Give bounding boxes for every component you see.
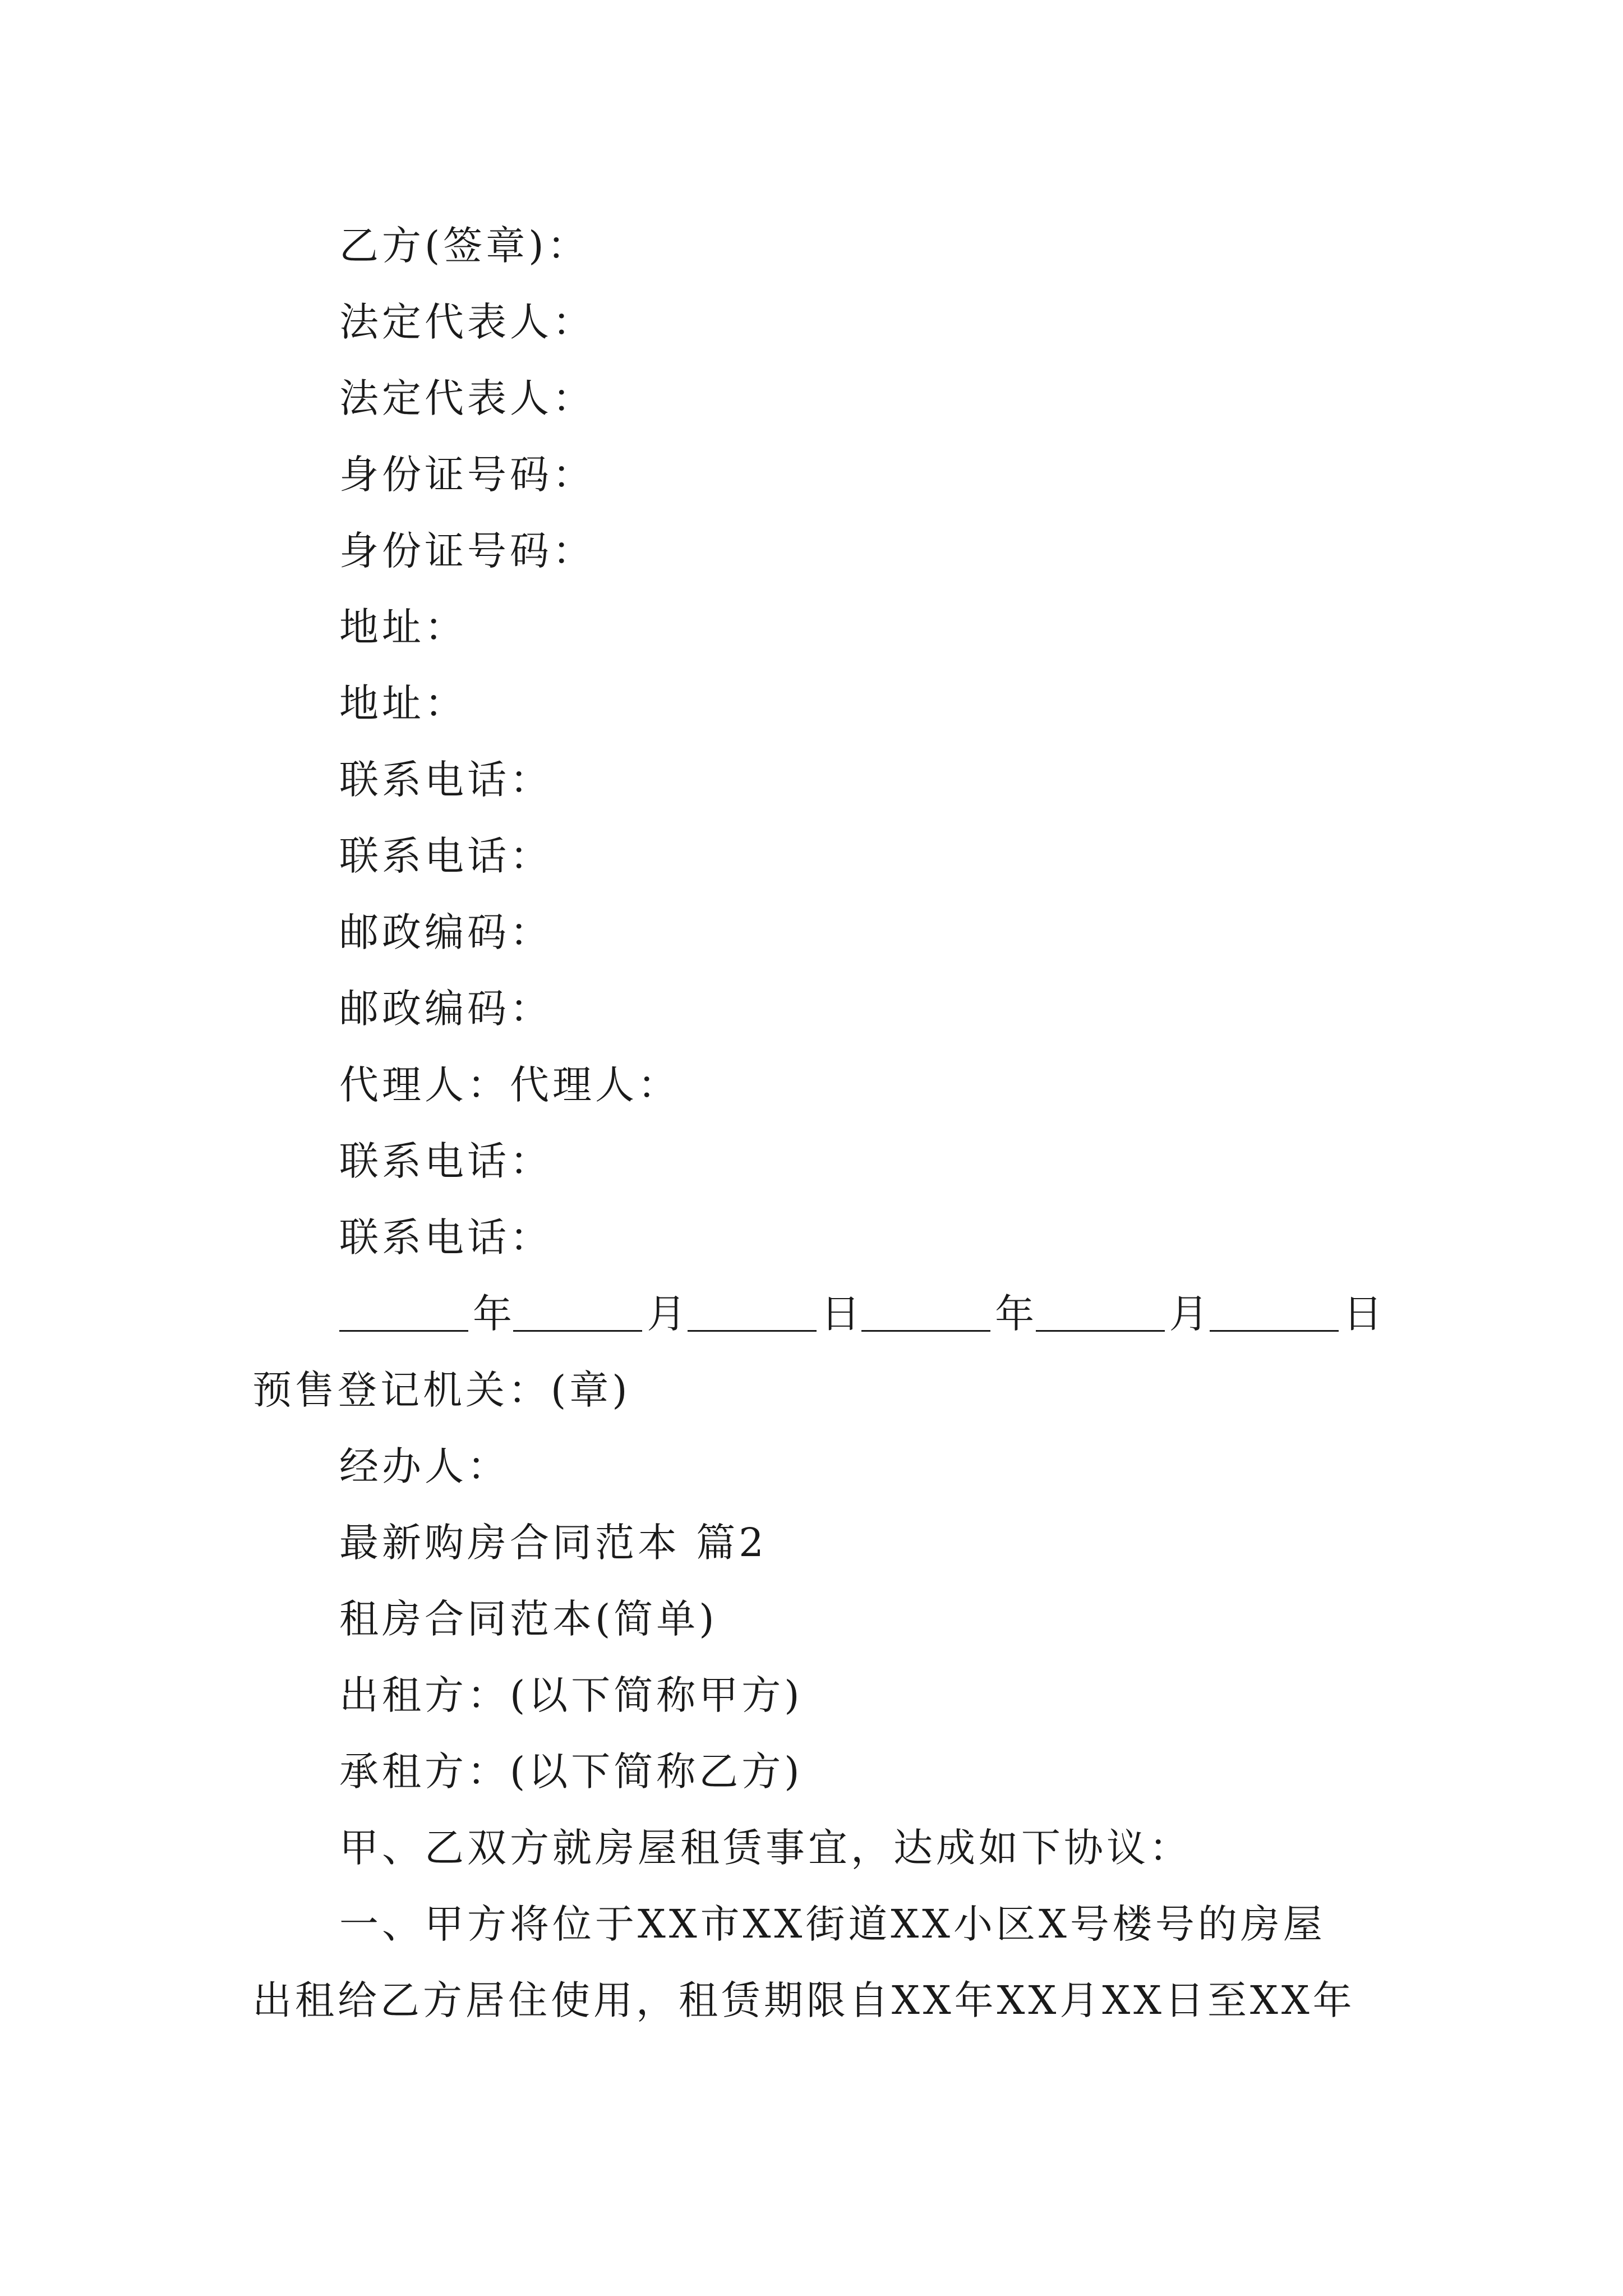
agreement-intro: 甲、乙双方就房屋租赁事宜，达成如下协议： [339,1825,1192,1871]
address-label: 地址： [339,604,467,650]
blank-underline [339,1296,468,1332]
date-day-field [688,1276,860,1352]
id-number-label: 身份证号码： [339,528,595,574]
handler-label: 经办人： [339,1443,510,1489]
legal-rep-label: 法定代表人： [339,375,595,421]
clause-one-line-2: 出租给乙方居住使用，租赁期限自XX年XX月XX日至XX年 [252,1977,1355,2023]
lessee-line: 承租方：(以下简称乙方) [339,1749,803,1795]
month-char: 月 [1169,1291,1209,1337]
date-year-field [861,1276,1034,1352]
date-day-field [1210,1276,1382,1352]
phone-label: 联系电话： [339,1214,552,1260]
year-char: 年 [473,1291,512,1337]
legal-rep-label: 法定代表人： [339,299,595,345]
date-month-field [1036,1276,1209,1352]
day-char: 日 [1343,1291,1382,1337]
party-b-signature-label: 乙方(签章)： [339,223,590,269]
blank-underline [513,1296,642,1332]
blank-underline [688,1296,817,1332]
phone-label: 联系电话： [339,757,552,803]
id-number-label: 身份证号码： [339,452,595,498]
postal-code-label: 邮政编码： [339,909,552,955]
date-fill-row [339,1276,1382,1352]
blank-underline [861,1296,990,1332]
date-month-field [513,1276,686,1352]
blank-underline [1210,1296,1339,1332]
phone-label: 联系电话： [339,1138,552,1184]
date-year-field [339,1276,512,1352]
presale-registration-authority: 预售登记机关：(章) [252,1367,631,1413]
address-label: 地址： [339,680,467,726]
phone-label: 联系电话： [339,833,552,879]
contract-title: 租房合同范本(简单) [339,1596,718,1642]
section-heading: 最新购房合同范本 篇2 [339,1520,767,1566]
month-char: 月 [647,1291,686,1337]
lessor-line: 出租方：(以下简称甲方) [339,1672,803,1718]
year-char: 年 [995,1291,1035,1337]
postal-code-label: 邮政编码： [339,986,552,1032]
day-char: 日 [820,1291,860,1337]
blank-underline [1036,1296,1165,1332]
agent-label: 代理人：代理人： [339,1062,680,1108]
clause-one-line-1: 一、甲方将位于XX市XX街道XX小区X号楼号的房屋 [339,1901,1326,1947]
